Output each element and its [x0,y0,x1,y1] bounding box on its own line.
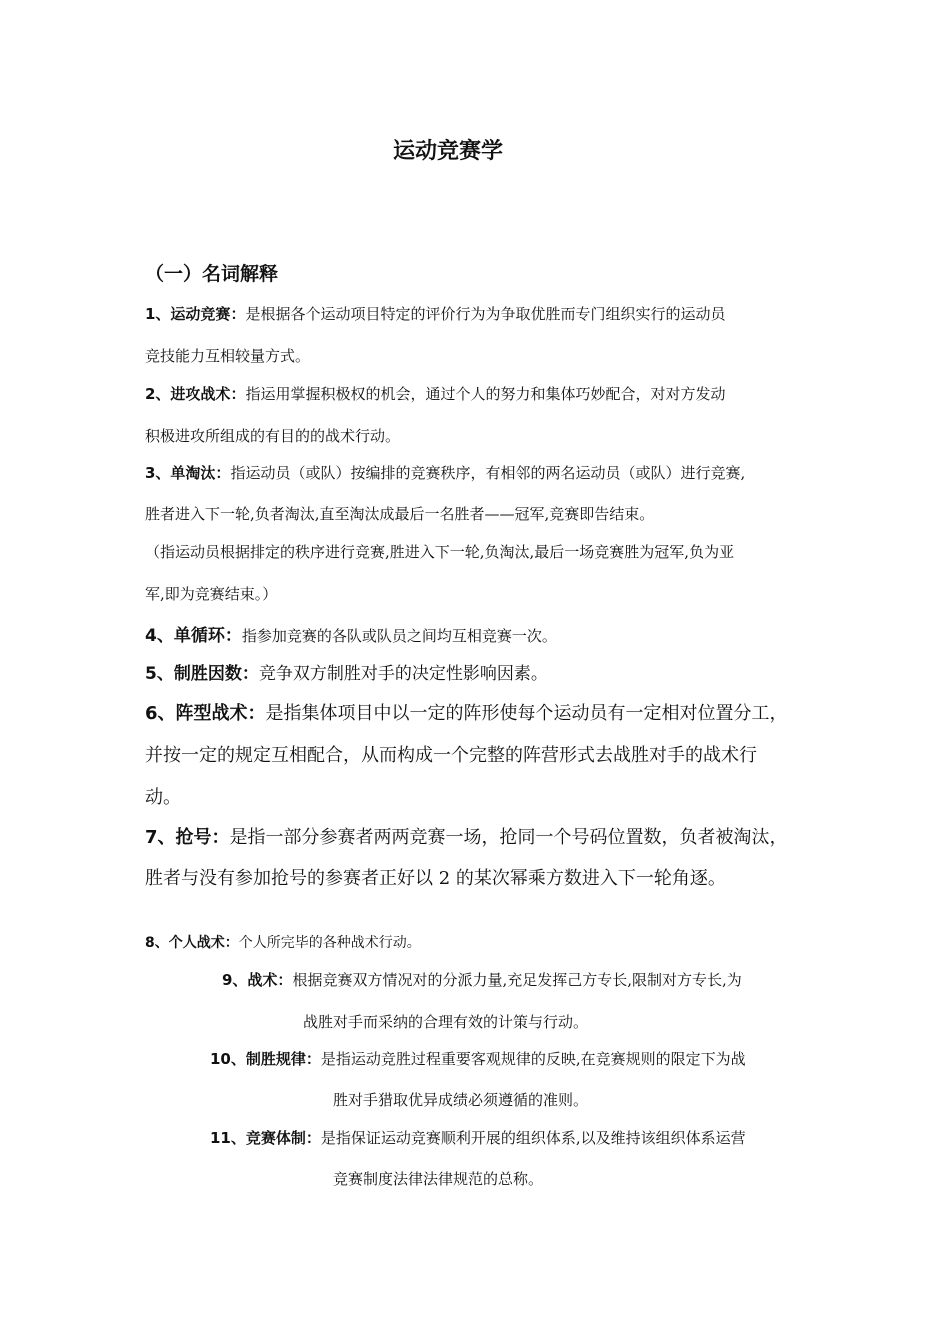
entry-9-line-1: 根据竞赛双方情况对的分派力量,充足发挥己方专长,限制对方专长,为 [292,971,742,989]
entry-5-line-1: 竞争双方制胜对手的决定性影响因素。 [258,664,548,684]
entry-8 [145,932,421,952]
entry-10 [210,1048,746,1069]
entry-5 [145,659,548,684]
entry-5-term: 5、制胜因数： [145,664,259,684]
entry-11-line-1: 是指保证运动竞赛顺利开展的组织体系,以及维持该组织体系运营 [320,1129,746,1147]
entry-3-term: 3、单淘汰： [145,464,231,482]
entry-3-line-4: 军,即为竞赛结束。） [145,585,278,603]
entry-3-line-2: 胜者进入下一轮,负者淘汰,直至淘汰成最后一名胜者——冠军,竞赛即告结束。 [145,505,655,523]
entry-1-line-2: 竞技能力互相较量方式。 [145,347,311,365]
entry-9-line-2: 战胜对手而采纳的合理有效的计策与行动。 [303,1013,589,1031]
document-title: 运动竞赛学 [392,139,503,164]
entry-7 [145,823,788,849]
entry-7-term: 7、抢号： [145,827,230,848]
entry-4 [145,621,557,646]
entry-6-line-1: 是指集体项目中以一定的阵形使每个运动员有一定相对位置分工， [265,703,788,724]
entry-8-term: 8、个人战术： [145,935,239,951]
entry-1-term: 1、运动竞赛： [145,305,246,323]
entry-9 [222,969,742,990]
entry-2-line-2: 积极进攻所组成的有目的的战术行动。 [145,427,401,445]
section-heading: （一）名词解释 [145,263,279,285]
entry-11 [210,1127,746,1148]
entry-7-line-2: 胜者与没有参加抢号的参赛者正好以 2 的某次幂乘方数进入下一轮角逐。 [145,868,726,889]
entry-3-line-3: （指运动员根据排定的秩序进行竞赛,胜进入下一轮,负淘汰,最后一场竞赛胜为冠军,负为亚 [145,543,735,561]
entry-4-term: 4、单循环： [145,626,242,646]
entry-10-line-1: 是指运动竞胜过程重要客观规律的反映,在竞赛规则的限定下为战 [320,1050,746,1068]
entry-6-term: 6、阵型战术： [145,703,266,724]
entry-6 [145,699,788,725]
entry-3-line-1: 指运动员（或队）按编排的竞赛秩序，有相邻的两名运动员（或队）进行竞赛, [230,464,746,482]
entry-6-line-2: 并按一定的规定互相配合，从而构成一个完整的阵营形式去战胜对手的战术行 [145,745,757,766]
entry-1 [145,303,725,324]
entry-3 [145,462,745,483]
entry-7-line-1: 是指一部分参赛者两两竞赛一场，抢同一个号码位置数，负者被淘汰， [229,827,788,848]
entry-11-term: 11、竞赛体制： [210,1129,321,1147]
entry-8-line-1: 个人所完毕的各种战术行动。 [238,935,421,951]
entry-4-line-1: 指参加竞赛的各队或队员之间均互相竞赛一次。 [241,627,557,645]
entry-6-line-3: 动。 [145,787,181,808]
entry-10-term: 10、制胜规律： [210,1050,321,1068]
entry-2-line-1: 指运用掌握积极权的机会，通过个人的努力和集体巧妙配合，对对方发动 [245,385,726,403]
entry-2 [145,383,725,404]
entry-11-line-2: 竞赛制度法律法律规范的总称。 [333,1170,544,1188]
entry-9-term: 9、战术： [222,971,293,989]
entry-2-term: 2、进攻战术： [145,385,246,403]
entry-10-line-2: 胜对手猎取优异成绩必须遵循的准则。 [333,1091,589,1109]
entry-1-line-1: 是根据各个运动项目特定的评价行为为争取优胜而专门组织实行的运动员 [245,305,726,323]
